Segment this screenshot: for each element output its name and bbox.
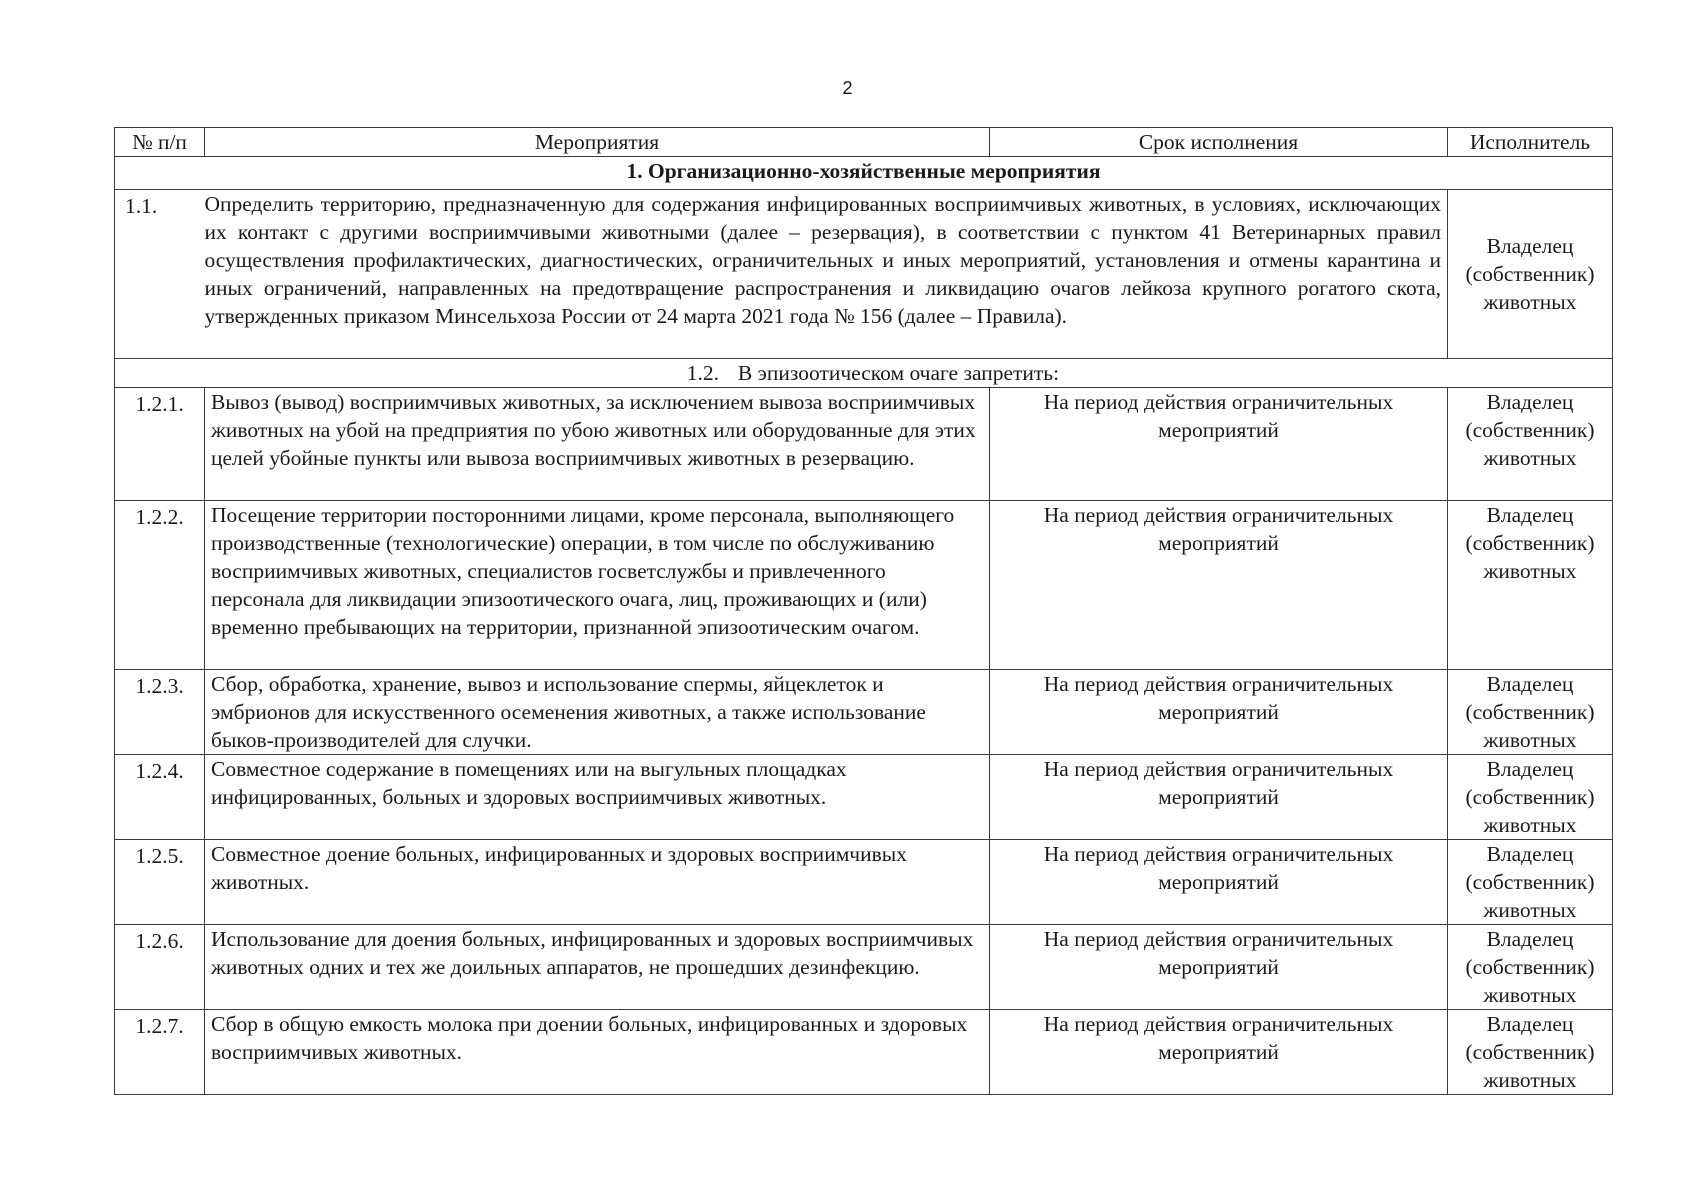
row-number: 1.2.2. — [115, 501, 205, 670]
row-number: 1.2.4. — [115, 755, 205, 840]
table-row — [115, 670, 1613, 755]
row-deadline: На период действия ограничительных мероприятий — [990, 1010, 1448, 1095]
table-header-row — [115, 128, 1613, 157]
row-executor: Владелец (собственник) животных — [1448, 925, 1613, 1010]
header-num: № п/п — [115, 128, 205, 157]
table-row — [115, 190, 1613, 359]
row-activity: Совместное содержание в помещениях или на выгульных площадках инфицированных, больных и здоровых восприимчивых животных. — [205, 755, 990, 840]
row-number: 1.2.5. — [115, 840, 205, 925]
row-deadline: На период действия ограничительных мероприятий — [990, 755, 1448, 840]
measures-table — [114, 127, 1613, 1095]
section-title: 1. Организационно-хозяйственные мероприятия — [115, 157, 1613, 190]
row-activity: Использование для доения больных, инфицированных и здоровых восприимчивых животных одних и тех же доильных аппаратов, не прошедших дезинфекцию. — [205, 925, 990, 1010]
row-number: 1.2.7. — [115, 1010, 205, 1095]
row-executor: Владелец (собственник) животных — [1448, 501, 1613, 670]
row-deadline: На период действия ограничительных мероприятий — [990, 388, 1448, 501]
row-executor: Владелец (собственник) животных — [1448, 840, 1613, 925]
subsection-text: В эпизоотическом очаге запретить: — [737, 361, 1060, 385]
row-deadline: На период действия ограничительных мероприятий — [990, 925, 1448, 1010]
section-row — [115, 157, 1613, 190]
header-activities: Мероприятия — [205, 128, 990, 157]
row-number: 1.2.1. — [115, 388, 205, 501]
table-row — [115, 755, 1613, 840]
row-deadline: На период действия ограничительных мероприятий — [990, 840, 1448, 925]
table-row — [115, 1010, 1613, 1095]
row-executor: Владелец (собственник) животных — [1448, 670, 1613, 755]
row-deadline: На период действия ограничительных мероприятий — [990, 670, 1448, 755]
header-executor: Исполнитель — [1448, 128, 1613, 157]
row-activity: Сбор, обработка, хранение, вывоз и использование спермы, яйцеклеток и эмбрионов для искусственного осеменения животных, а также использование быков-производителей для случки. — [205, 670, 990, 755]
table-row — [115, 388, 1613, 501]
row-executor: Владелец (собственник) животных — [1448, 755, 1613, 840]
header-deadline: Срок исполнения — [990, 128, 1448, 157]
row-executor: Владелец (собственник) животных — [1448, 388, 1613, 501]
table-row — [115, 501, 1613, 670]
row-deadline: На период действия ограничительных мероприятий — [990, 501, 1448, 670]
row-executor: Владелец (собственник) животных — [1448, 190, 1613, 359]
row-activity: Совместное доение больных, инфицированных и здоровых восприимчивых животных. — [205, 840, 990, 925]
subsection-number: 1.2. — [686, 361, 720, 385]
subsection-title — [115, 359, 1613, 388]
table-row — [115, 840, 1613, 925]
row-activity: Определить территорию, предназначенную для содержания инфицированных восприимчивых животных, в условиях, исключающих их контакт с другими восприимчивыми животными (далее – резервация), в соответствии с пунктом 41 Ветеринарных правил осуществления профилактических, диагностических, ограничительных и иных мероприятий, установления и отмены карантина и иных ограничений, направленных на предотвращение распространения и ликвидацию очагов лейкоза крупного рогатого скота, утвержденных приказом Минсельхоза России от 24 марта 2021 года № 156 (далее – Правила). — [205, 190, 1448, 359]
row-executor: Владелец (собственник) животных — [1448, 1010, 1613, 1095]
subsection-row — [115, 359, 1613, 388]
row-activity: Посещение территории посторонними лицами, кроме персонала, выполняющего производственные (технологические) операции, в том числе по обслуживанию восприимчивых животных, специалистов госветслужбы и привлеченного персонала для ликвидации эпизоотического очага, лиц, проживающих и (или) временно пребывающих на территории, признанной эпизоотическим очагом. — [205, 501, 990, 670]
table-row — [115, 925, 1613, 1010]
row-activity: Сбор в общую емкость молока при доении больных, инфицированных и здоровых восприимчивых животных. — [205, 1010, 990, 1095]
row-number: 1.1. — [115, 190, 205, 359]
page-number: 2 — [842, 78, 853, 98]
row-number: 1.2.6. — [115, 925, 205, 1010]
row-activity: Вывоз (вывод) восприимчивых животных, за исключением вывоза восприимчивых животных на убой на предприятия по убою животных или оборудованные для этих целей убойные пункты или вывоза восприимчивых животных в резервацию. — [205, 388, 990, 501]
row-number: 1.2.3. — [115, 670, 205, 755]
